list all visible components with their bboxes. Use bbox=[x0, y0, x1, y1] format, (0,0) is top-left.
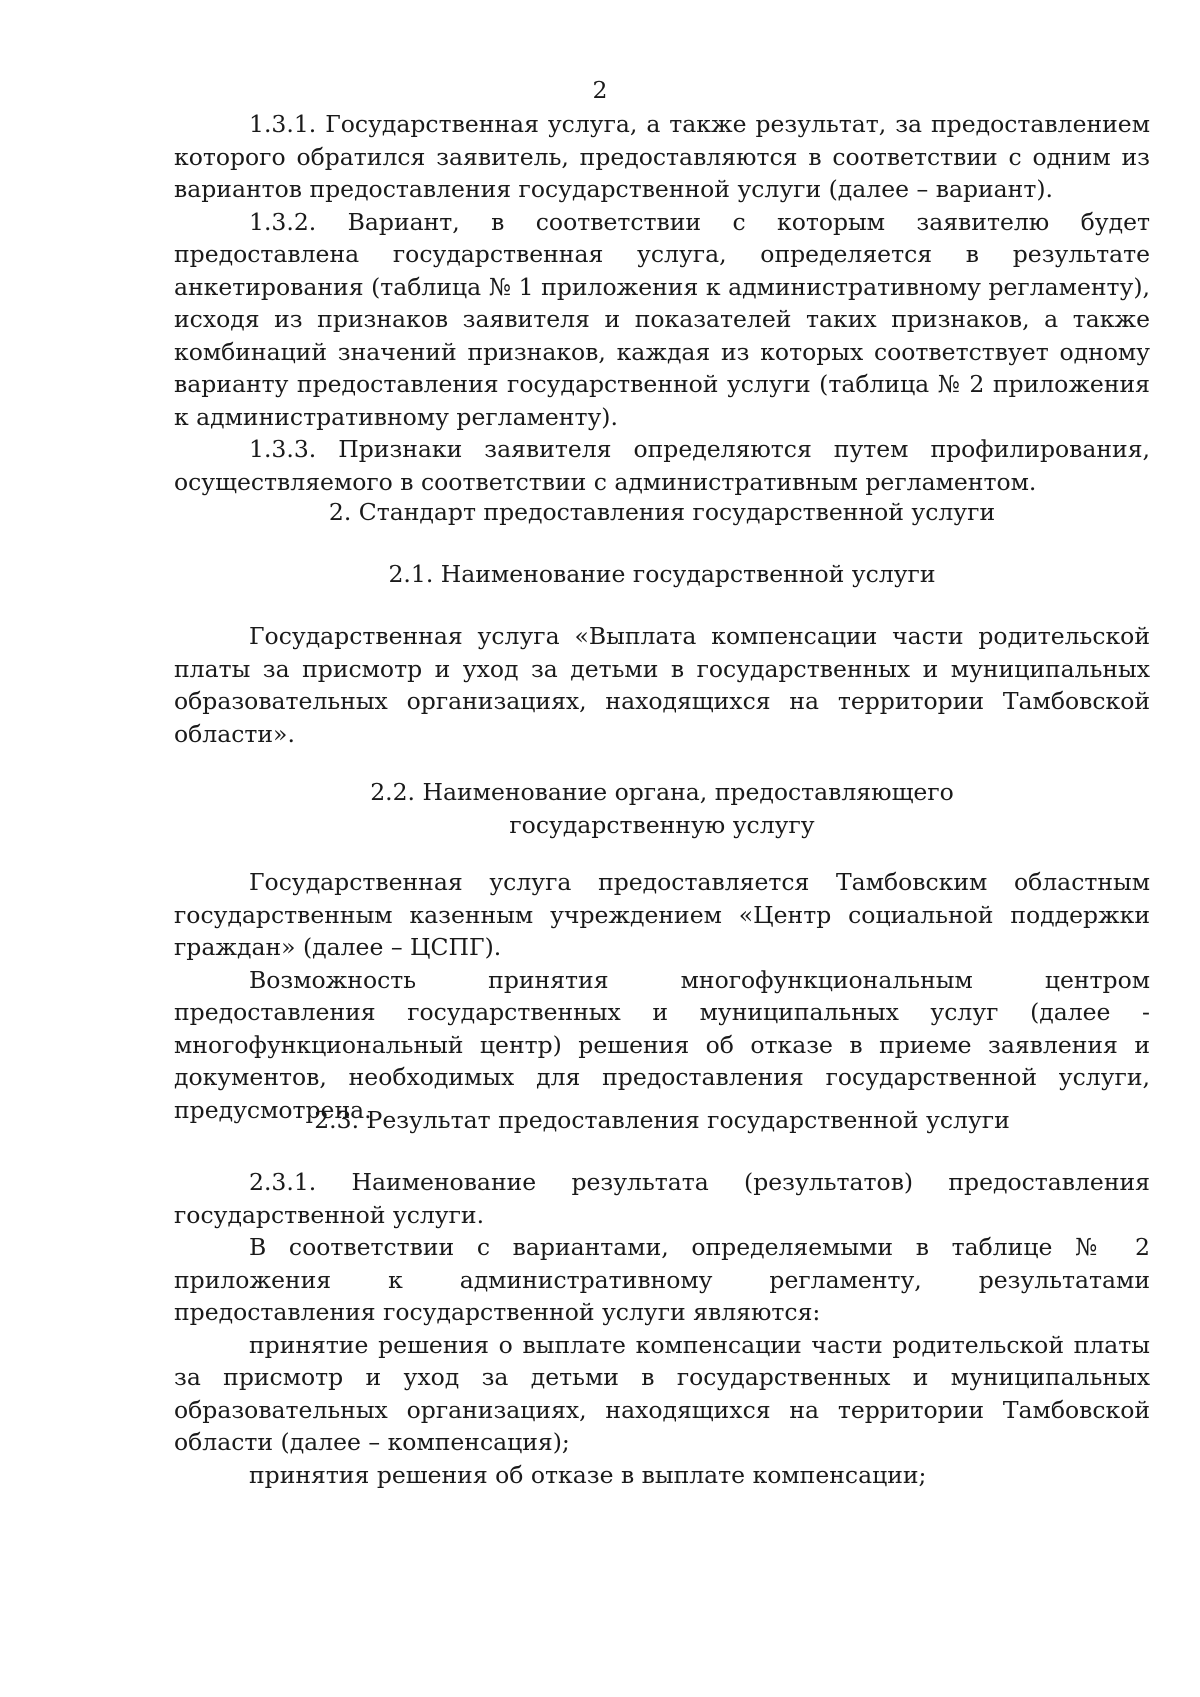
heading-2-2-line2: государственную услугу bbox=[509, 810, 815, 839]
heading-2-1: 2.1. Наименование государственной услуги bbox=[388, 560, 936, 588]
paragraph-2-3-1: 2.3.1. Наименование результата (результатов) предоставления государственной услуги. bbox=[174, 1168, 1150, 1229]
paragraph-1-3-2: 1.3.2. Вариант, в соответствии с которым заявителю будет предоставлена государственная услуга, определяется в результате анкетирования (таблица № 1 приложения к административному регламенту), исходя из признаков заявителя и показателей таких признаков, а также комбинаций значений признаков, каждая из которых соответствует одному варианту предоставления государственной услуги (таблица № 2 приложения к административному регламенту). bbox=[174, 207, 1150, 431]
paragraph-service-name: Государственная услуга «Выплата компенсации части родительской платы за присмотр и уход за детьми в государственных и муниципальных образовательных организациях, находящихся на территории Тамбовской области». bbox=[174, 622, 1150, 748]
section-2-3-paragraphs bbox=[174, 1166, 1150, 1491]
heading-2-3: 2.3. Результат предоставления государственной услуги bbox=[314, 1106, 1010, 1134]
paragraph-result-refusal: принятия решения об отказе в выплате компенсации; bbox=[249, 1460, 927, 1489]
section-1-3-paragraphs bbox=[174, 108, 1150, 498]
paragraph-mfc: Возможность принятия многофункциональным центром предоставления государственных и муниципальных услуг (далее - многофункциональный центр) решения об отказе в приеме заявления и документов, необходимых для предоставления государственной услуги, предусмотрена. bbox=[174, 965, 1150, 1124]
heading-section-2: 2. Стандарт предоставления государственной услуги bbox=[328, 498, 996, 526]
paragraph-variants: В соответствии с вариантами, определяемыми в таблице № 2 приложения к административному регламенту, результатами предоставления государственной услуги являются: bbox=[174, 1233, 1150, 1326]
section-2-2-paragraphs bbox=[174, 866, 1150, 1126]
heading-2-2-line1: 2.2. Наименование органа, предоставляющего bbox=[370, 778, 954, 806]
heading-2-2 bbox=[174, 776, 1150, 841]
paragraph-1-3-1: 1.3.1. Государственная услуга, а также результат, за предоставлением которого обратился заявитель, предоставляются в соответствии с одним из вариантов предоставления государственной услуги (далее – вариант). bbox=[174, 110, 1150, 203]
paragraph-1-3-3: 1.3.3. Признаки заявителя определяются путем профилирования, осуществляемого в соответствии с административным регламентом. bbox=[174, 435, 1150, 496]
paragraph-provider: Государственная услуга предоставляется Тамбовским областным государственным казенным учреждением «Центр социальной поддержки граждан» (далее – ЦСПГ). bbox=[174, 868, 1150, 961]
paragraph-result-approval: принятие решения о выплате компенсации части родительской платы за присмотр и уход за детьми в государственных и муниципальных образовательных организациях, находящихся на территории Тамбовской области (далее – компенсация); bbox=[174, 1330, 1150, 1456]
section-2-1-paragraphs bbox=[174, 620, 1150, 750]
page-number: 2 bbox=[592, 76, 608, 104]
